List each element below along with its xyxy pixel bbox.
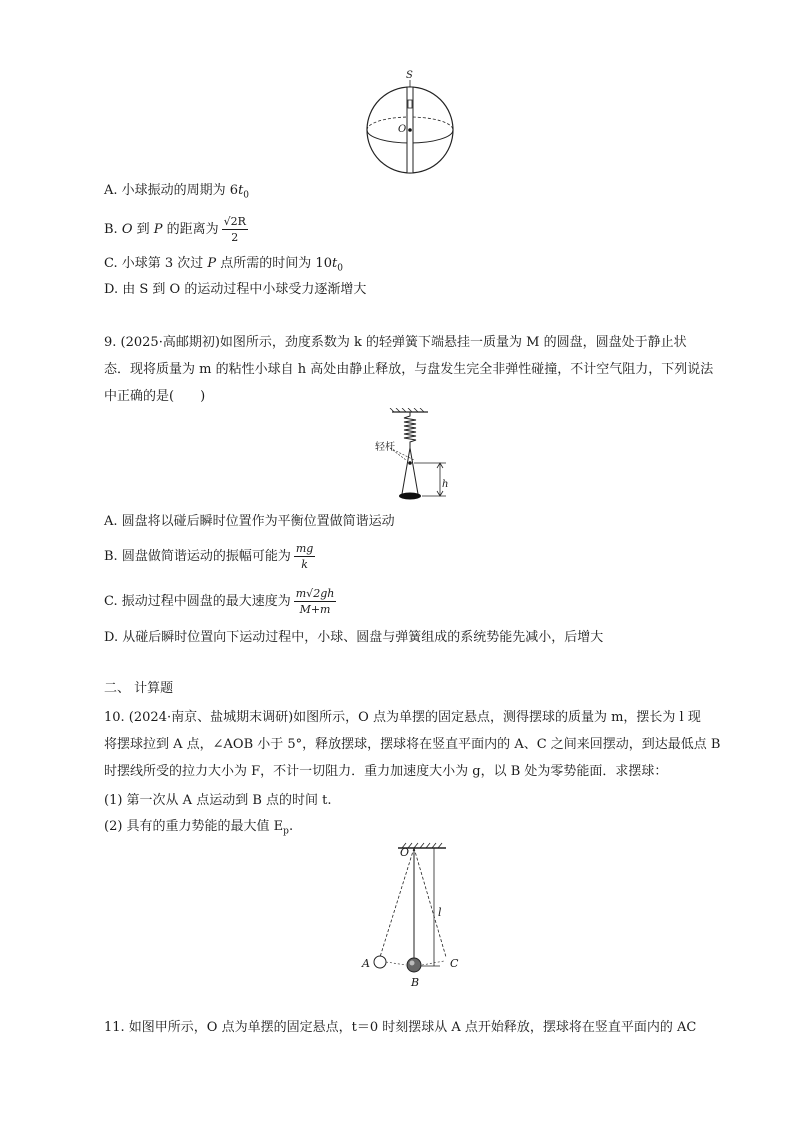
section-title: 二、 计算题 [104, 681, 174, 696]
q9-option-b: B. 圆盘做简谐运动的振幅可能为 $\frac{mg}{k}$ [104, 542, 314, 571]
q9-spring-figure [370, 408, 460, 506]
q8-option-d: D. 由 S 到 O 的运动过程中小球受力逐渐增大 [104, 282, 367, 297]
q8-option-a: A. 小球振动的周期为 $6t_0$ [104, 183, 250, 201]
q10-label-a: A [362, 957, 370, 970]
q10-label-b: B [411, 976, 420, 989]
q10-label-c: C [450, 957, 459, 970]
q9-option-c: C. 振动过程中圆盘的最大速度为 $\frac{m√2gh}{M+m}$ [104, 587, 335, 616]
q9-b-fraction: $\frac{mg}{k}$ [295, 542, 314, 571]
q10-label-l: l [438, 906, 442, 919]
q9-label-rod: 轻杆 [375, 442, 395, 453]
q9-option-a: A. 圆盘将以碰后瞬时位置作为平衡位置做简谐运动 [104, 514, 395, 529]
q11-stem: 11. 如图甲所示，O 点为单摆的固定悬点，t＝0 时刻摆球从 A 点开始释放，摆球将在竖直平面内的 AC [104, 1020, 697, 1035]
q10-sub1: (1) 第一次从 A 点运动到 B 点的时间 t. [104, 793, 332, 808]
q10-sub2: (2) 具有的重力势能的最大值 $E_p$. [104, 819, 294, 837]
q8-option-b: B. O 到 P 的距离为 $\frac{√2R}{2}$ [104, 215, 246, 244]
q9-option-d: D. 从碰后瞬时位置向下运动过程中，小球、圆盘与弹簧组成的系统势能先减小，后增大 [104, 630, 604, 645]
q9-label-h: h [442, 479, 449, 490]
q8-sphere-figure [360, 72, 460, 178]
q8-option-c: C. 小球第 3 次过 P 点所需的时间为 $10t_0$ [104, 256, 343, 274]
q9-stem: 9. (2025·高邮期初)如图所示，劲度系数为 k 的轻弹簧下端悬挂一质量为 M 的圆盘，圆盘处于静止状 态．现将质量为 m 的粘性小球自 h 高处由静止释放，与盘发生完全非弹性碰撞，不计空气阻力，下列说法 中正确的是( ) [104, 335, 714, 404]
q8-label-s: S [406, 70, 413, 81]
q8-b-fraction: $\frac{√2R}{2}$ [223, 215, 246, 244]
q9-c-fraction: $\frac{m√2gh}{M+m}$ [295, 587, 335, 616]
q10-stem: 10. (2024·南京、盐城期末调研)如图所示，O 点为单摆的固定悬点，测得摆球的质量为 m，摆长为 l 现 将摆球拉到 A 点，∠AOB 小于 5°，释放摆球，摆球将在竖直平面内的 A、C 之间来回摆动，到达最低点 B 时摆线所受的拉力大小为 F，不计一切阻力．重力加速度大小为 g，以 B 处为零势能面．求摆球： [104, 710, 721, 779]
q10-label-o: O [400, 846, 410, 859]
q10-pendulum-figure [360, 840, 480, 990]
q8-label-o: O [398, 124, 407, 135]
